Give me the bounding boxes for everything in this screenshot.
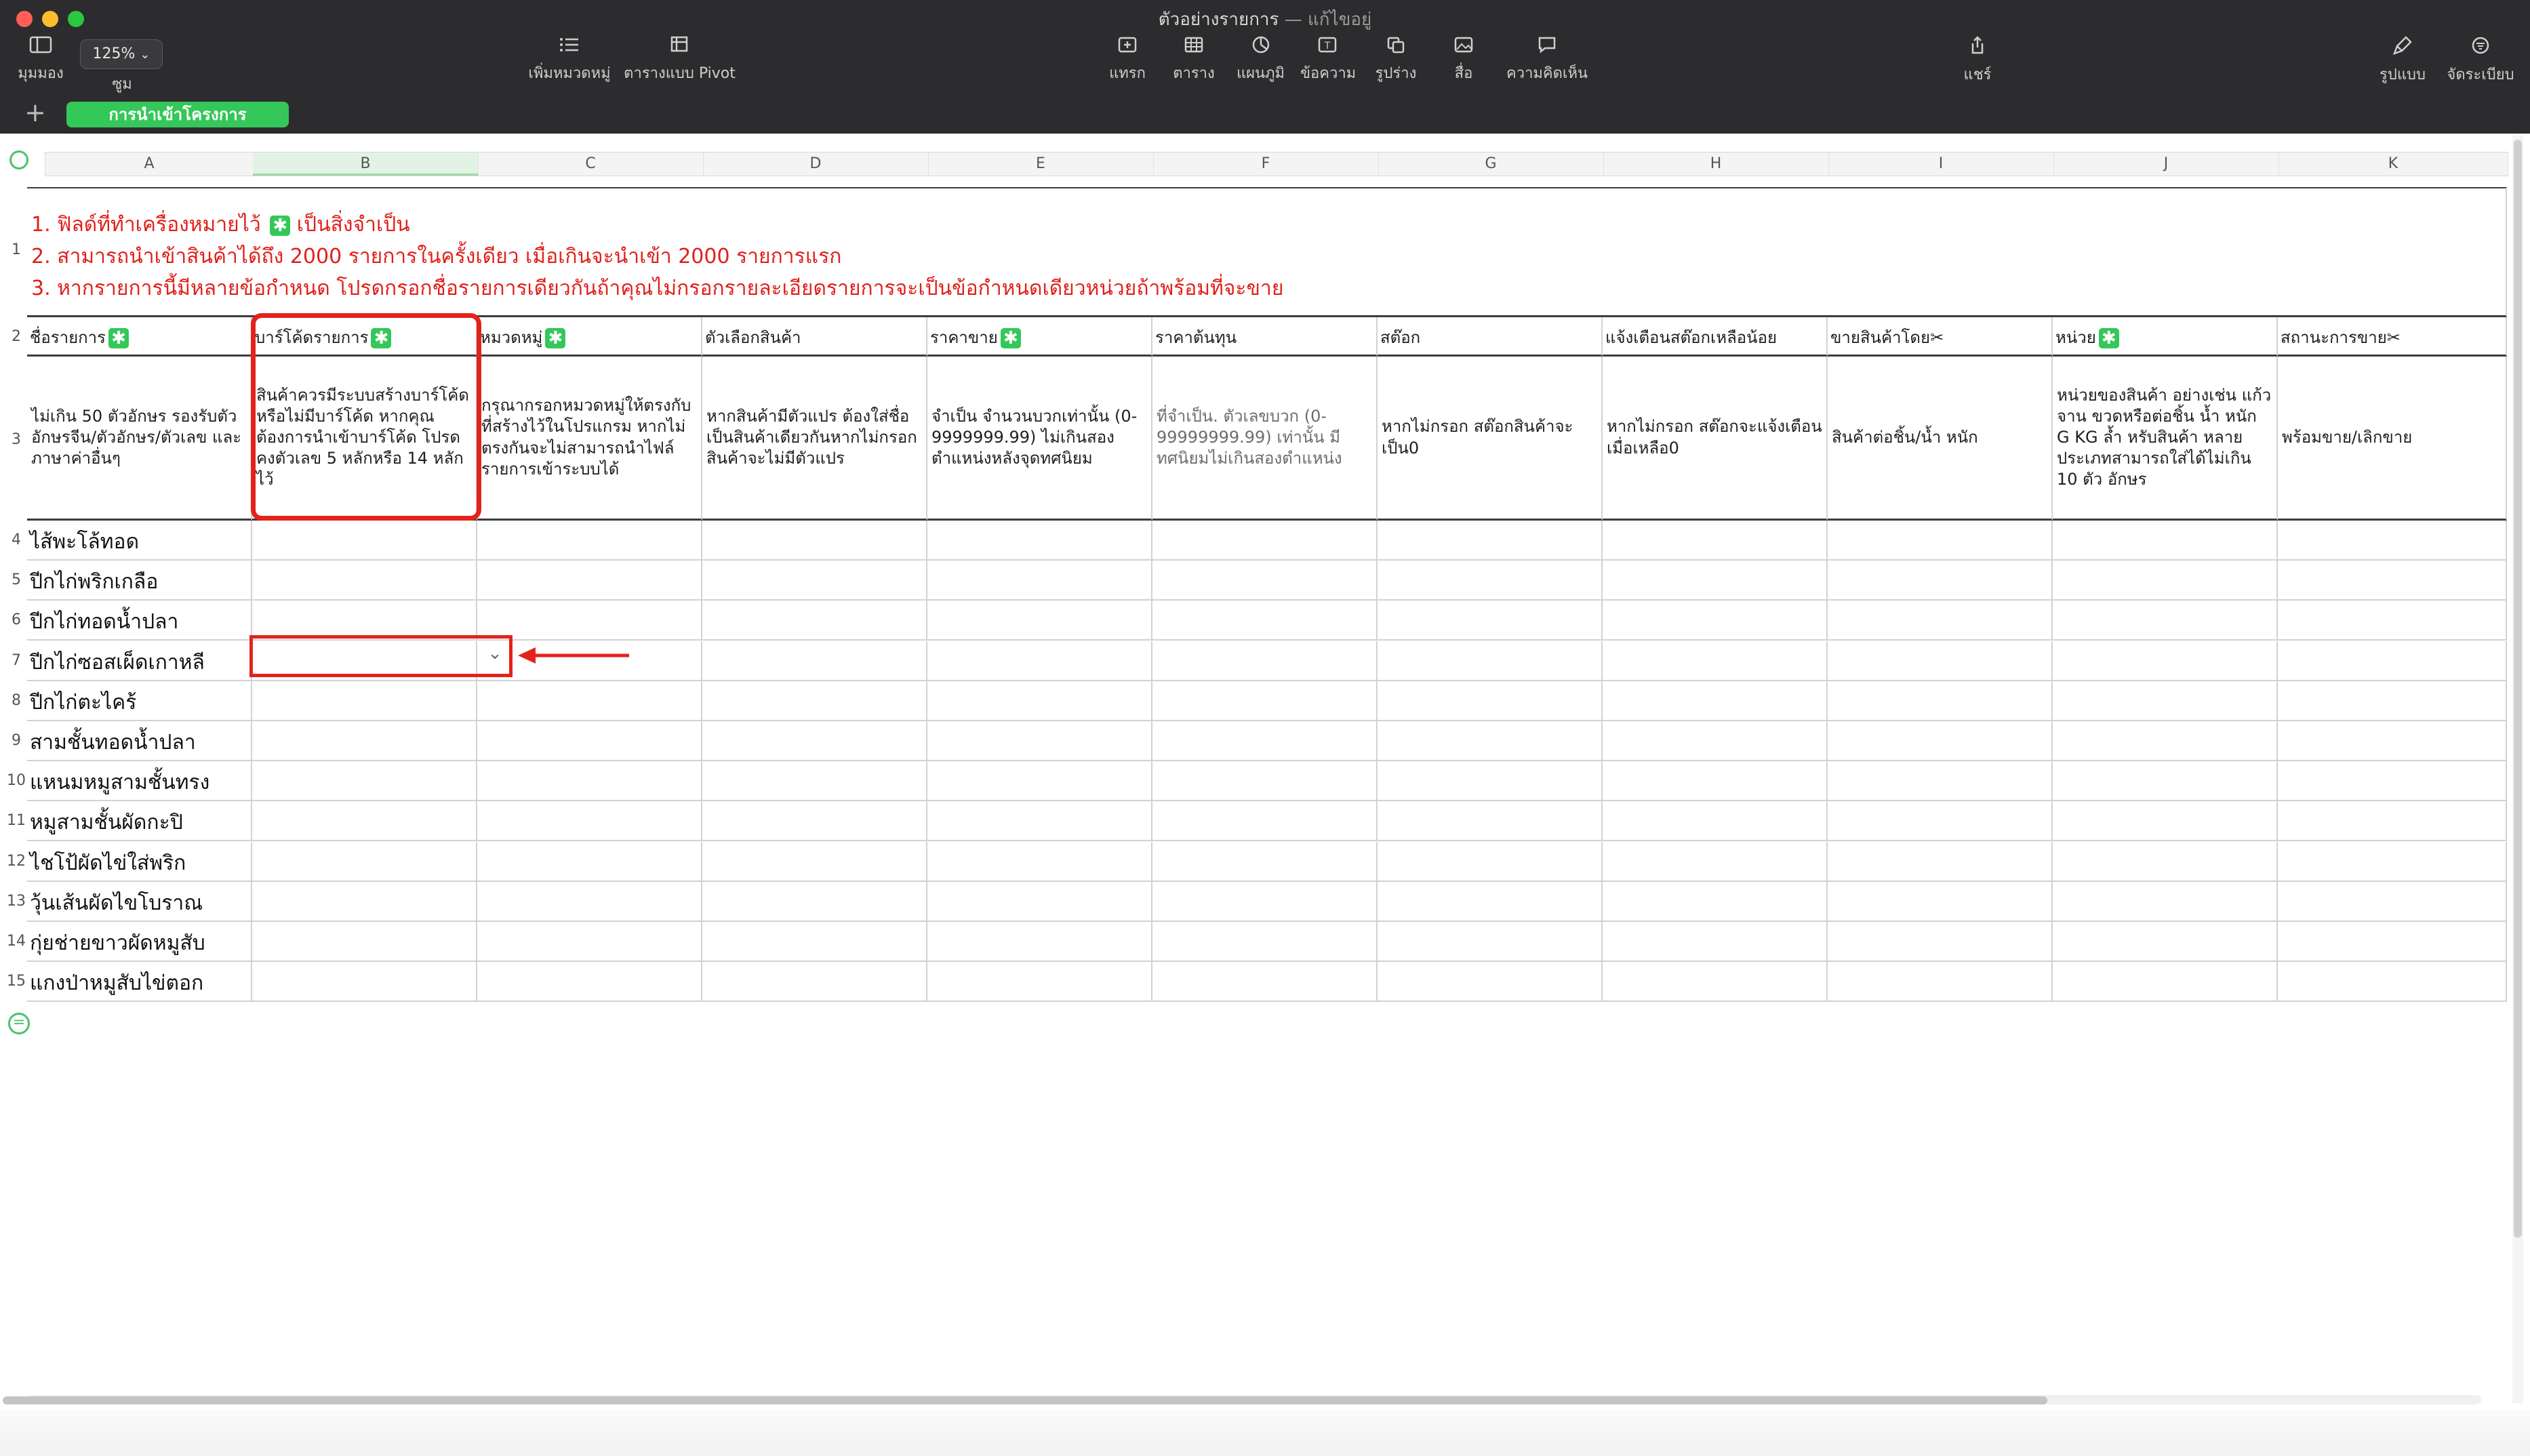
note-line-1 xyxy=(31,209,1283,241)
header-cell-d[interactable] xyxy=(702,317,927,357)
chart-icon xyxy=(1251,35,1271,54)
organize-label: จัดระเบียบ xyxy=(2447,66,2514,83)
row-number[interactable]: 8 xyxy=(12,692,21,709)
data-cell[interactable] xyxy=(477,761,702,801)
share-icon xyxy=(1967,35,1988,56)
data-cell[interactable] xyxy=(252,521,477,561)
data-cell[interactable] xyxy=(2053,761,2278,801)
data-cell[interactable] xyxy=(1828,721,2053,761)
data-cell[interactable] xyxy=(2278,761,2507,801)
data-cell[interactable] xyxy=(1828,882,2053,922)
data-cell[interactable] xyxy=(2278,721,2507,761)
description-cell-h[interactable] xyxy=(1603,357,1828,521)
horizontal-scroll-thumb[interactable] xyxy=(3,1396,2047,1404)
item-name-cell[interactable]: หมูสามชั้นผัดกะปิ xyxy=(27,801,252,841)
column-header-c[interactable]: C xyxy=(478,153,704,176)
data-cell[interactable] xyxy=(2053,601,2278,641)
chart-button[interactable] xyxy=(1235,35,1286,85)
media-label: สื่อ xyxy=(1454,65,1473,82)
data-cell[interactable] xyxy=(702,842,927,882)
data-cell[interactable] xyxy=(927,882,1152,922)
format-button[interactable] xyxy=(2375,35,2430,86)
import-notes xyxy=(31,209,1283,304)
data-cell[interactable] xyxy=(2053,561,2278,601)
data-cell[interactable] xyxy=(927,601,1152,641)
data-cell[interactable] xyxy=(1378,962,1603,1002)
header-cell-c[interactable] xyxy=(477,317,702,357)
vertical-scroll-thumb[interactable] xyxy=(2514,140,2522,1238)
description-cell-k[interactable] xyxy=(2278,357,2507,521)
description-text-b: สินค้าควรมีระบบสร้างบาร์โค้ดหรือไม่มีบาร์โค้ด หากคุณต้องการนำเข้าบาร์โค้ด โปรดคงตัวเลข 5 หลักหรือ 14 หลักไว้ xyxy=(256,385,469,489)
data-cell[interactable] xyxy=(1378,561,1603,601)
data-cell[interactable] xyxy=(1152,801,1378,841)
note-line-2: 2. สามารถนำเข้าสินค้าได้ถึง 2000 รายการในครั้งเดียว เมื่อเกินจะนำเข้า 2000 รายการแรก xyxy=(31,245,842,268)
data-cell[interactable] xyxy=(702,641,927,681)
data-cell[interactable] xyxy=(2053,962,2278,1002)
item-name-cell[interactable]: ปีกไก่ตะไคร้ xyxy=(27,681,252,721)
description-text-h: หากไม่กรอก สต๊อกจะแจ้งเตือนเมื่อเหลือ0 xyxy=(1607,417,1822,458)
description-cell-e[interactable] xyxy=(927,357,1152,521)
shape-icon xyxy=(1386,35,1406,54)
data-cell[interactable] xyxy=(702,561,927,601)
tab-sheet-import[interactable]: การนำเข้าโครงการ xyxy=(66,102,289,127)
data-cell[interactable] xyxy=(477,681,702,721)
header-label-a: ชื่อรายการ xyxy=(30,328,106,347)
zoom-caption xyxy=(95,72,149,96)
asterisk-icon: ✱ xyxy=(270,216,290,236)
header-label-e: ราคาขาย xyxy=(930,328,998,347)
header-label-c: หมวดหมู่ xyxy=(480,328,543,347)
column-header-f[interactable]: F xyxy=(1153,153,1379,176)
annotation-arrow-icon xyxy=(515,644,630,667)
data-cell[interactable] xyxy=(2278,801,2507,841)
data-cell[interactable] xyxy=(927,681,1152,721)
item-name-cell[interactable]: กุ่ยช่ายขาวผัดหมูสับ xyxy=(27,922,252,962)
data-cell[interactable] xyxy=(2278,561,2507,601)
comment-icon xyxy=(1537,35,1557,54)
paintbrush-icon xyxy=(2392,35,2413,56)
item-name-cell[interactable]: ไชโป้ผัดไข่ใส่พริก xyxy=(27,842,252,882)
data-cell[interactable] xyxy=(702,962,927,1002)
description-cell-a[interactable] xyxy=(27,357,252,521)
toolbar xyxy=(0,0,2530,96)
note-line-3: 3. หากรายการนี้มีหลายข้อกำหนด โปรดกรอกชื่อรายการเดียวกันถ้าคุณไม่กรอกรายละเอียดรายการจะเป็นข้อกำหนดเดียวหน่วยถ้าพร้อมที่จะขาย xyxy=(31,277,1284,300)
data-cell[interactable] xyxy=(1603,561,1828,601)
row-number[interactable]: 7 xyxy=(12,652,21,669)
table-label: ตาราง xyxy=(1173,65,1215,82)
sidebar-icon xyxy=(29,35,52,54)
data-cell[interactable] xyxy=(1152,842,1378,882)
header-cell-i[interactable] xyxy=(1828,317,2053,357)
sheet-tab-bar xyxy=(0,95,2530,134)
data-cell[interactable] xyxy=(1152,601,1378,641)
column-header-a[interactable]: A xyxy=(45,153,254,176)
data-cell[interactable] xyxy=(702,521,927,561)
zoom-value: 125% xyxy=(92,45,136,62)
photo-icon xyxy=(1453,35,1474,54)
header-cell-g[interactable] xyxy=(1378,317,1603,357)
data-cell[interactable] xyxy=(1378,801,1603,841)
data-cell[interactable] xyxy=(1828,842,2053,882)
data-cell[interactable] xyxy=(2053,882,2278,922)
selected-cell-highlight xyxy=(249,635,513,677)
data-cell[interactable] xyxy=(1603,882,1828,922)
organize-icon xyxy=(2470,35,2491,56)
text-box-icon xyxy=(1317,35,1338,54)
data-cell[interactable] xyxy=(702,601,927,641)
window-footer xyxy=(0,1410,2530,1456)
data-cell[interactable] xyxy=(1603,601,1828,641)
asterisk-icon: ✱ xyxy=(2099,328,2119,348)
data-cell[interactable] xyxy=(927,561,1152,601)
row-number[interactable]: 15 xyxy=(7,973,26,990)
data-cell[interactable] xyxy=(1603,521,1828,561)
column-header-e[interactable]: E xyxy=(928,153,1154,176)
data-cell[interactable] xyxy=(252,681,477,721)
pivot-table-button[interactable] xyxy=(624,35,736,85)
header-label-f: ราคาต้นทุน xyxy=(1155,328,1237,347)
data-cell[interactable] xyxy=(1378,521,1603,561)
data-cell[interactable] xyxy=(2053,801,2278,841)
header-label-k: สถานะการขาย✂ xyxy=(2281,328,2401,347)
data-cell[interactable] xyxy=(2278,521,2507,561)
data-cell[interactable] xyxy=(1603,721,1828,761)
data-cell[interactable] xyxy=(2053,842,2278,882)
barcode-column-highlight xyxy=(251,313,481,521)
data-cell[interactable] xyxy=(252,761,477,801)
data-cell[interactable] xyxy=(1152,721,1378,761)
chart-label: แผนภูมิ xyxy=(1236,65,1285,82)
header-cell-e[interactable] xyxy=(927,317,1152,357)
description-text-i: สินค้าต่อชิ้น/น้ำ หนัก xyxy=(1832,427,1978,447)
header-cell-a[interactable] xyxy=(27,317,252,357)
row-number[interactable]: 10 xyxy=(7,772,26,789)
data-cell[interactable] xyxy=(252,801,477,841)
data-cell[interactable] xyxy=(1152,922,1378,962)
note-1-text: 1. ฟิลด์ที่ทำเครื่องหมายไว้ xyxy=(31,213,261,237)
data-cell[interactable] xyxy=(2278,842,2507,882)
comment-button[interactable] xyxy=(1506,35,1588,85)
data-cell[interactable] xyxy=(1378,842,1603,882)
data-cell[interactable] xyxy=(1828,681,2053,721)
media-button[interactable] xyxy=(1440,35,1487,85)
data-cell[interactable] xyxy=(927,842,1152,882)
header-label-g: สต๊อก xyxy=(1380,328,1421,347)
data-cell[interactable] xyxy=(252,561,477,601)
description-text-d: หากสินค้ามีตัวแปร ต้องใส่ชื่อเป็นสินค้าเดียวกันหากไม่กรอกสินค้าจะไม่มีตัวแปร xyxy=(706,406,917,468)
data-cell[interactable] xyxy=(252,922,477,962)
data-cell[interactable] xyxy=(2053,681,2278,721)
description-text-a: ไม่เกิน 50 ตัวอักษร รองรับตัวอักษรจีน/ตัวอักษร/ตัวเลข และภาษาค่าอื่นๆ xyxy=(31,406,242,468)
data-cell[interactable] xyxy=(1603,842,1828,882)
row-number[interactable]: 12 xyxy=(7,853,26,870)
share-button[interactable] xyxy=(1954,35,2001,86)
asterisk-icon: ✱ xyxy=(545,328,565,348)
asterisk-icon: ✱ xyxy=(108,328,129,348)
item-name-cell[interactable]: ปีกไก่ซอสเผ็ดเกาหลี xyxy=(27,641,252,681)
column-header-i[interactable]: I xyxy=(1828,153,2054,176)
data-cell[interactable] xyxy=(477,801,702,841)
data-cell[interactable] xyxy=(1378,601,1603,641)
data-cell[interactable] xyxy=(2053,641,2278,681)
description-cell-c[interactable] xyxy=(477,357,702,521)
data-cell[interactable] xyxy=(1152,962,1378,1002)
data-cell[interactable] xyxy=(2278,922,2507,962)
item-name-cell[interactable]: ปีกไก่พริกเกลือ xyxy=(27,561,252,601)
asterisk-icon: ✱ xyxy=(1001,328,1021,348)
text-label: ข้อความ xyxy=(1300,65,1357,82)
column-header-b[interactable]: B xyxy=(253,153,479,176)
description-cell-j[interactable] xyxy=(2053,357,2278,521)
data-cell[interactable] xyxy=(1603,641,1828,681)
data-cell[interactable] xyxy=(1828,641,2053,681)
format-label: รูปแบบ xyxy=(2380,66,2426,83)
row-number[interactable]: 1 xyxy=(12,241,21,258)
data-cell[interactable] xyxy=(2278,882,2507,922)
table-button[interactable] xyxy=(1170,35,1218,85)
data-cell[interactable] xyxy=(927,721,1152,761)
data-cell[interactable] xyxy=(1603,962,1828,1002)
notes-cell[interactable] xyxy=(27,187,2507,317)
document-status: — แก้ไขอยู่ xyxy=(1284,9,1372,30)
shape-button[interactable] xyxy=(1372,35,1420,85)
data-cell[interactable] xyxy=(2053,721,2278,761)
description-cell-f[interactable] xyxy=(1152,357,1378,521)
data-cell[interactable] xyxy=(927,962,1152,1002)
pivot-icon xyxy=(670,35,690,54)
data-cell[interactable] xyxy=(702,681,927,721)
data-cell[interactable] xyxy=(2278,962,2507,1002)
description-text-k: พร้อมขาย/เลิกขาย xyxy=(2282,427,2413,447)
data-cell[interactable] xyxy=(1828,561,2053,601)
column-header-bar xyxy=(45,152,2508,176)
data-cell[interactable] xyxy=(2053,922,2278,962)
row-number[interactable]: 3 xyxy=(12,431,21,448)
column-header-j[interactable]: J xyxy=(2053,153,2279,176)
item-name-cell[interactable]: วุ้นเส้นผัดไขโบราณ xyxy=(27,882,252,922)
data-cell[interactable] xyxy=(1603,922,1828,962)
row-number[interactable]: 14 xyxy=(7,933,26,950)
row-number[interactable]: 4 xyxy=(12,531,21,548)
add-category-button[interactable] xyxy=(525,35,614,85)
item-name-cell[interactable]: แกงป่าหมูสับไข่ตอก xyxy=(27,962,252,1002)
pivot-label: ตารางแบบ Pivot xyxy=(624,65,736,82)
header-cell-j[interactable] xyxy=(2053,317,2278,357)
data-cell[interactable] xyxy=(1152,521,1378,561)
data-cell[interactable] xyxy=(477,721,702,761)
column-header-d[interactable]: D xyxy=(703,153,929,176)
select-table-handle[interactable] xyxy=(9,150,28,169)
data-cell[interactable] xyxy=(477,842,702,882)
header-label-d: ตัวเลือกสินค้า xyxy=(705,328,801,347)
data-cell[interactable] xyxy=(702,721,927,761)
data-cell[interactable] xyxy=(1378,761,1603,801)
data-cell[interactable] xyxy=(927,641,1152,681)
row-number[interactable]: 5 xyxy=(12,571,21,588)
data-cell[interactable] xyxy=(477,521,702,561)
description-cell-g[interactable] xyxy=(1378,357,1603,521)
data-cell[interactable] xyxy=(1152,561,1378,601)
header-cell-h[interactable] xyxy=(1603,317,1828,357)
insert-button[interactable] xyxy=(1104,35,1151,85)
description-text-c: กรุณากรอกหมวดหมู่ให้ตรงกับที่สร้างไว้ในโปรแกรม หากไม่ตรงกันจะไม่สามารถนำไฟล์รายการเข้าระบบได้ xyxy=(481,396,691,479)
data-cell[interactable] xyxy=(1152,882,1378,922)
row-number[interactable]: 2 xyxy=(12,328,21,345)
row-number[interactable]: 11 xyxy=(7,812,26,829)
data-cell[interactable] xyxy=(2278,681,2507,721)
item-name-cell[interactable]: แหนมหมูสามชั้นทรง xyxy=(27,761,252,801)
description-text-j: หน่วยของสินค้า อย่างเช่น แก้วจาน ขวดหรือต่อชิ้น น้ำ หนัก G KG ล้ำ หรับสินค้า หลายประเภทสามารถใส่ได้ไม่เกิน 10 ตัว อักษร xyxy=(2057,385,2272,489)
zoom-select[interactable] xyxy=(80,39,163,69)
chevron-down-icon: ⌄ xyxy=(140,47,150,62)
organize-button[interactable] xyxy=(2443,35,2518,86)
data-cell[interactable] xyxy=(1828,962,2053,1002)
list-icon xyxy=(559,35,580,54)
data-cell[interactable] xyxy=(2278,601,2507,641)
data-cell[interactable] xyxy=(252,882,477,922)
data-cell[interactable] xyxy=(702,801,927,841)
data-cell[interactable] xyxy=(1378,641,1603,681)
data-cell[interactable] xyxy=(927,521,1152,561)
data-cell[interactable] xyxy=(927,761,1152,801)
row-number[interactable]: 13 xyxy=(7,893,26,910)
row-number[interactable]: 9 xyxy=(12,732,21,749)
data-cell[interactable] xyxy=(1603,761,1828,801)
data-cell[interactable] xyxy=(1378,721,1603,761)
data-cell[interactable] xyxy=(927,922,1152,962)
item-name-cell[interactable]: ปีกไก่ทอดน้ำปลา xyxy=(27,601,252,641)
comment-label: ความคิดเห็น xyxy=(1506,65,1588,82)
data-cell[interactable] xyxy=(702,882,927,922)
header-label-b: บาร์โค้ดรายการ xyxy=(255,328,369,347)
item-name-cell[interactable]: สามชั้นทอดน้ำปลา xyxy=(27,721,252,761)
description-text-e: จำเป็น จำนวนบวกเท่านั้น (0-9999999.99) ไม่เกินสองตำแหน่งหลังจุดทศนิยม xyxy=(931,406,1138,468)
data-cell[interactable] xyxy=(252,721,477,761)
data-cell[interactable] xyxy=(477,962,702,1002)
svg-text:T: T xyxy=(1324,41,1331,52)
shape-label: รูปร่าง xyxy=(1375,65,1417,82)
data-cell[interactable] xyxy=(1603,681,1828,721)
data-cell[interactable] xyxy=(1828,761,2053,801)
row-number[interactable]: 6 xyxy=(12,611,21,628)
item-name-cell[interactable]: ไส้พะโล้ทอด xyxy=(27,521,252,561)
data-cell[interactable] xyxy=(1828,801,2053,841)
data-cell[interactable] xyxy=(252,962,477,1002)
column-header-g[interactable]: G xyxy=(1378,153,1604,176)
data-cell[interactable] xyxy=(1828,601,2053,641)
data-cell[interactable] xyxy=(477,922,702,962)
insert-icon xyxy=(1117,35,1138,54)
data-cell[interactable] xyxy=(1603,801,1828,841)
view-label: มุมมอง xyxy=(18,65,64,82)
column-header-h[interactable]: H xyxy=(1603,153,1829,176)
data-cell[interactable] xyxy=(1152,681,1378,721)
popup-menu-chevron-icon[interactable]: ⌄ xyxy=(487,643,502,664)
header-label-h: แจ้งเตือนสต๊อกเหลือน้อย xyxy=(1605,328,1778,347)
zoom-label: ซูม xyxy=(112,76,132,93)
data-cell[interactable] xyxy=(2278,641,2507,681)
description-cell-i[interactable] xyxy=(1828,357,2053,521)
note-1-suffix: เป็นสิ่งจำเป็น xyxy=(296,213,410,237)
view-button[interactable] xyxy=(14,35,68,85)
data-cell[interactable] xyxy=(1152,641,1378,681)
share-label: แชร์ xyxy=(1963,66,1992,83)
add-row-icon[interactable]: = xyxy=(8,1013,30,1034)
data-cell[interactable] xyxy=(702,761,927,801)
header-cell-f[interactable] xyxy=(1152,317,1378,357)
header-label-i: ขายสินค้าโดย✂ xyxy=(1830,328,1944,347)
description-text-g: หากไม่กรอก สต๊อกสินค้าจะเป็น0 xyxy=(1382,417,1573,458)
data-cell[interactable] xyxy=(477,561,702,601)
data-cell[interactable] xyxy=(1378,922,1603,962)
data-cell[interactable] xyxy=(477,882,702,922)
data-cell[interactable] xyxy=(1828,521,2053,561)
column-header-k[interactable]: K xyxy=(2278,153,2508,176)
header-cell-k[interactable] xyxy=(2278,317,2507,357)
data-cell[interactable] xyxy=(252,842,477,882)
data-cell[interactable] xyxy=(1828,922,2053,962)
data-cell[interactable] xyxy=(1152,761,1378,801)
document-title: ตัวอย่างรายการ xyxy=(1158,9,1279,30)
data-cell[interactable] xyxy=(927,801,1152,841)
table-icon xyxy=(1184,35,1204,54)
data-cell[interactable] xyxy=(1378,681,1603,721)
asterisk-icon: ✱ xyxy=(371,328,391,348)
description-text-f: ที่จำเป็น. ตัวเลขบวก (0-99999999.99) เท่านั้น มีทศนิยมไม่เกินสองตำแหน่ง xyxy=(1157,406,1342,468)
add-category-label: เพิ่มหมวดหมู่ xyxy=(528,65,611,82)
window-title xyxy=(0,5,2530,33)
header-label-j: หน่วย xyxy=(2055,328,2096,347)
data-cell[interactable] xyxy=(702,922,927,962)
data-cell[interactable] xyxy=(2053,521,2278,561)
insert-label: แทรก xyxy=(1109,65,1146,82)
data-cell[interactable] xyxy=(1378,882,1603,922)
add-sheet-icon[interactable]: + xyxy=(24,98,46,127)
description-cell-d[interactable] xyxy=(702,357,927,521)
text-button[interactable] xyxy=(1300,35,1357,85)
